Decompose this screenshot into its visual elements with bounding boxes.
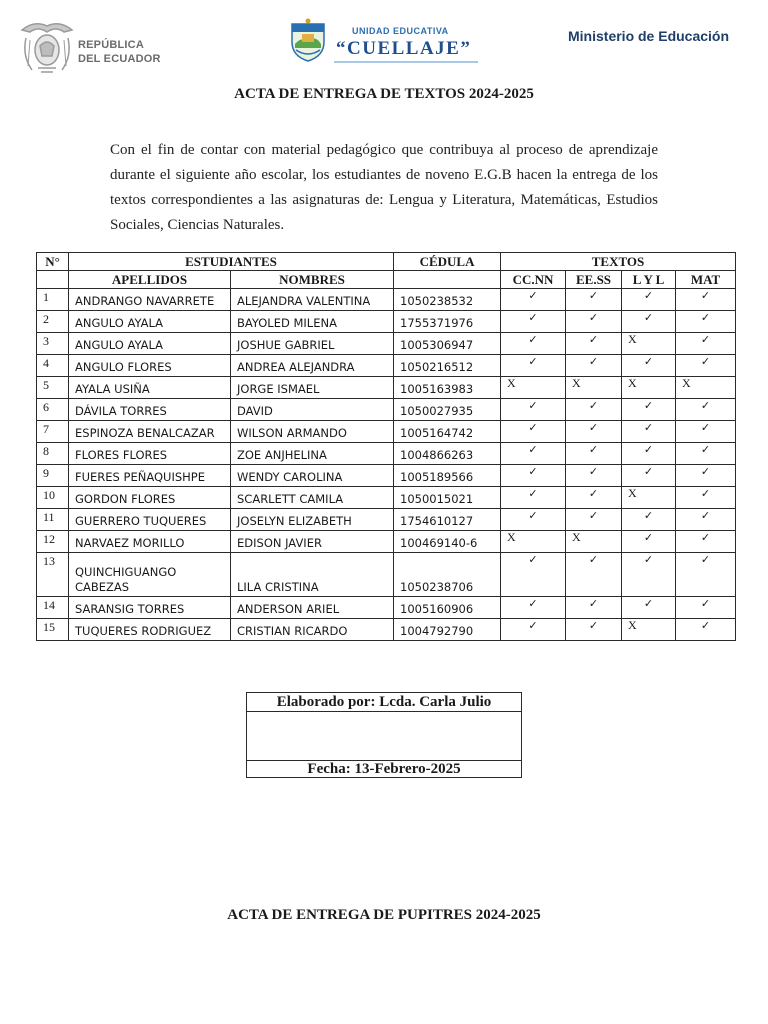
student-surnames: ANGULO AYALA <box>69 333 231 355</box>
republic-logo <box>18 16 168 80</box>
header-cedula: CÉDULA <box>394 253 501 271</box>
table-row <box>37 289 736 311</box>
student-id: 1050027935 <box>394 399 501 421</box>
student-names: SCARLETT CAMILA <box>231 487 394 509</box>
check-icon: ✓ <box>501 443 566 465</box>
table-row <box>37 553 736 597</box>
header-empty <box>394 271 501 289</box>
check-icon: ✓ <box>622 311 676 333</box>
check-icon: ✓ <box>676 553 736 597</box>
school-name: “CUELLAJE” <box>336 38 472 59</box>
student-id: 1005306947 <box>394 333 501 355</box>
row-number: 12 <box>37 531 69 553</box>
check-icon: ✓ <box>566 421 622 443</box>
not-delivered-mark: X <box>566 531 622 553</box>
student-names: ZOE ANJHELINA <box>231 443 394 465</box>
student-id: 1754610127 <box>394 509 501 531</box>
row-number: 2 <box>37 311 69 333</box>
signature-date: Fecha: 13-Febrero-2025 <box>247 761 522 778</box>
student-names: WENDY CAROLINA <box>231 465 394 487</box>
check-icon: ✓ <box>566 465 622 487</box>
table-row <box>37 509 736 531</box>
document-title: ACTA DE ENTREGA DE TEXTOS 2024-2025 <box>234 86 534 102</box>
ecuador-coat-of-arms-icon <box>18 16 76 78</box>
student-names: LILA CRISTINA <box>231 553 394 597</box>
document-header <box>0 0 768 80</box>
check-icon: ✓ <box>501 355 566 377</box>
school-subtitle: UNIDAD EDUCATIVA <box>352 26 449 36</box>
student-id: 100469140-6 <box>394 531 501 553</box>
student-id: 1050015021 <box>394 487 501 509</box>
check-icon: ✓ <box>501 487 566 509</box>
row-number: 3 <box>37 333 69 355</box>
student-names: WILSON ARMANDO <box>231 421 394 443</box>
check-icon: ✓ <box>566 333 622 355</box>
check-icon: ✓ <box>676 421 736 443</box>
row-number: 1 <box>37 289 69 311</box>
row-number: 11 <box>37 509 69 531</box>
student-surnames: DÁVILA TORRES <box>69 399 231 421</box>
check-icon: ✓ <box>622 465 676 487</box>
check-icon: ✓ <box>622 289 676 311</box>
header-subject: CC.NN <box>501 271 566 289</box>
row-number: 15 <box>37 619 69 641</box>
row-number: 6 <box>37 399 69 421</box>
check-icon: ✓ <box>566 553 622 597</box>
student-surnames: GUERRERO TUQUERES <box>69 509 231 531</box>
header-nombres: NOMBRES <box>231 271 394 289</box>
student-id: 1050216512 <box>394 355 501 377</box>
table-header-row <box>37 253 736 271</box>
student-surnames: ANDRANGO NAVARRETE <box>69 289 231 311</box>
check-icon: ✓ <box>501 465 566 487</box>
table-row <box>37 333 736 355</box>
check-icon: ✓ <box>501 553 566 597</box>
student-id: 1004866263 <box>394 443 501 465</box>
check-icon: ✓ <box>622 399 676 421</box>
student-surnames: QUINCHIGUANGO CABEZAS <box>69 553 231 597</box>
check-icon: ✓ <box>676 355 736 377</box>
student-surnames: NARVAEZ MORILLO <box>69 531 231 553</box>
header-subject: L Y L <box>622 271 676 289</box>
header-students: ESTUDIANTES <box>69 253 394 271</box>
student-surnames: FUERES PEÑAQUISHPE <box>69 465 231 487</box>
table-row <box>37 487 736 509</box>
student-surnames: FLORES FLORES <box>69 443 231 465</box>
row-number: 9 <box>37 465 69 487</box>
check-icon: ✓ <box>622 597 676 619</box>
table-row <box>37 311 736 333</box>
student-id: 1005160906 <box>394 597 501 619</box>
student-names: EDISON JAVIER <box>231 531 394 553</box>
student-names: CRISTIAN RICARDO <box>231 619 394 641</box>
student-surnames: SARANSIG TORRES <box>69 597 231 619</box>
check-icon: ✓ <box>622 531 676 553</box>
not-delivered-mark: X <box>622 619 676 641</box>
check-icon: ✓ <box>501 399 566 421</box>
check-icon: ✓ <box>501 421 566 443</box>
school-crest-icon <box>288 18 328 62</box>
check-icon: ✓ <box>676 597 736 619</box>
header-apellidos: APELLIDOS <box>69 271 231 289</box>
second-title: ACTA DE ENTREGA DE PUPITRES 2024-2025 <box>227 907 541 923</box>
header-texts: TEXTOS <box>501 253 736 271</box>
row-number: 7 <box>37 421 69 443</box>
check-icon: ✓ <box>676 531 736 553</box>
check-icon: ✓ <box>566 399 622 421</box>
check-icon: ✓ <box>622 355 676 377</box>
row-number: 4 <box>37 355 69 377</box>
not-delivered-mark: X <box>566 377 622 399</box>
not-delivered-mark: X <box>622 333 676 355</box>
republic-line1: REPÚBLICA <box>78 39 144 51</box>
check-icon: ✓ <box>676 619 736 641</box>
check-icon: ✓ <box>676 333 736 355</box>
check-icon: ✓ <box>501 597 566 619</box>
student-names: ANDREA ALEJANDRA <box>231 355 394 377</box>
student-names: BAYOLED MILENA <box>231 311 394 333</box>
row-number: 13 <box>37 553 69 597</box>
check-icon: ✓ <box>622 443 676 465</box>
school-logo <box>286 18 486 64</box>
student-names: JOSHUE GABRIEL <box>231 333 394 355</box>
row-number: 10 <box>37 487 69 509</box>
student-id: 1755371976 <box>394 311 501 333</box>
signature-space <box>247 712 522 761</box>
check-icon: ✓ <box>501 509 566 531</box>
not-delivered-mark: X <box>622 377 676 399</box>
student-surnames: TUQUERES RODRIGUEZ <box>69 619 231 641</box>
header-subject: EE.SS <box>566 271 622 289</box>
table-row <box>37 421 736 443</box>
check-icon: ✓ <box>676 311 736 333</box>
table-row <box>37 465 736 487</box>
table-row <box>37 619 736 641</box>
intro-paragraph: Con el fin de contar con material pedagógico que contribuya al proceso de aprendizaje durante el siguiente año escolar, los estudiantes de noveno E.G.B hacen la entrega de los textos correspondientes a las asignaturas de: Lengua y Literatura, Matemáticas, Estudios Sociales, Ciencias Naturales. <box>110 142 658 233</box>
student-id: 1004792790 <box>394 619 501 641</box>
check-icon: ✓ <box>622 421 676 443</box>
table-row <box>37 597 736 619</box>
table-subheader-row <box>37 271 736 289</box>
check-icon: ✓ <box>566 487 622 509</box>
check-icon: ✓ <box>622 553 676 597</box>
not-delivered-mark: X <box>676 377 736 399</box>
header-empty <box>37 271 69 289</box>
students-table <box>36 252 736 641</box>
elaborated-by: Elaborado por: Lcda. Carla Julio <box>247 693 522 712</box>
ministry-label: Ministerio de Educación <box>568 28 730 44</box>
row-number: 5 <box>37 377 69 399</box>
student-surnames: AYALA USIÑA <box>69 377 231 399</box>
check-icon: ✓ <box>566 311 622 333</box>
check-icon: ✓ <box>566 289 622 311</box>
school-underline <box>334 61 478 63</box>
check-icon: ✓ <box>501 619 566 641</box>
student-surnames: ESPINOZA BENALCAZAR <box>69 421 231 443</box>
check-icon: ✓ <box>676 443 736 465</box>
check-icon: ✓ <box>566 443 622 465</box>
check-icon: ✓ <box>501 289 566 311</box>
table-row <box>37 377 736 399</box>
signature-box <box>246 692 522 778</box>
row-number: 8 <box>37 443 69 465</box>
student-id: 1005189566 <box>394 465 501 487</box>
check-icon: ✓ <box>676 509 736 531</box>
check-icon: ✓ <box>566 619 622 641</box>
student-names: ANDERSON ARIEL <box>231 597 394 619</box>
not-delivered-mark: X <box>501 377 566 399</box>
not-delivered-mark: X <box>501 531 566 553</box>
not-delivered-mark: X <box>622 487 676 509</box>
check-icon: ✓ <box>676 399 736 421</box>
student-names: JOSELYN ELIZABETH <box>231 509 394 531</box>
row-number: 14 <box>37 597 69 619</box>
student-names: JORGE ISMAEL <box>231 377 394 399</box>
student-id: 1050238532 <box>394 289 501 311</box>
header-num: N° <box>37 253 69 271</box>
check-icon: ✓ <box>566 597 622 619</box>
table-row <box>37 531 736 553</box>
student-id: 1050238706 <box>394 553 501 597</box>
student-surnames: ANGULO FLORES <box>69 355 231 377</box>
check-icon: ✓ <box>622 509 676 531</box>
check-icon: ✓ <box>676 289 736 311</box>
student-id: 1005164742 <box>394 421 501 443</box>
student-surnames: ANGULO AYALA <box>69 311 231 333</box>
check-icon: ✓ <box>676 465 736 487</box>
table-row <box>37 399 736 421</box>
check-icon: ✓ <box>501 311 566 333</box>
check-icon: ✓ <box>501 333 566 355</box>
student-names: ALEJANDRA VALENTINA <box>231 289 394 311</box>
table-row <box>37 355 736 377</box>
student-names: DAVID <box>231 399 394 421</box>
republic-line2: DEL ECUADOR <box>78 53 161 65</box>
student-id: 1005163983 <box>394 377 501 399</box>
student-surnames: GORDON FLORES <box>69 487 231 509</box>
check-icon: ✓ <box>566 355 622 377</box>
header-subject: MAT <box>676 271 736 289</box>
check-icon: ✓ <box>566 509 622 531</box>
check-icon: ✓ <box>676 487 736 509</box>
table-row <box>37 443 736 465</box>
